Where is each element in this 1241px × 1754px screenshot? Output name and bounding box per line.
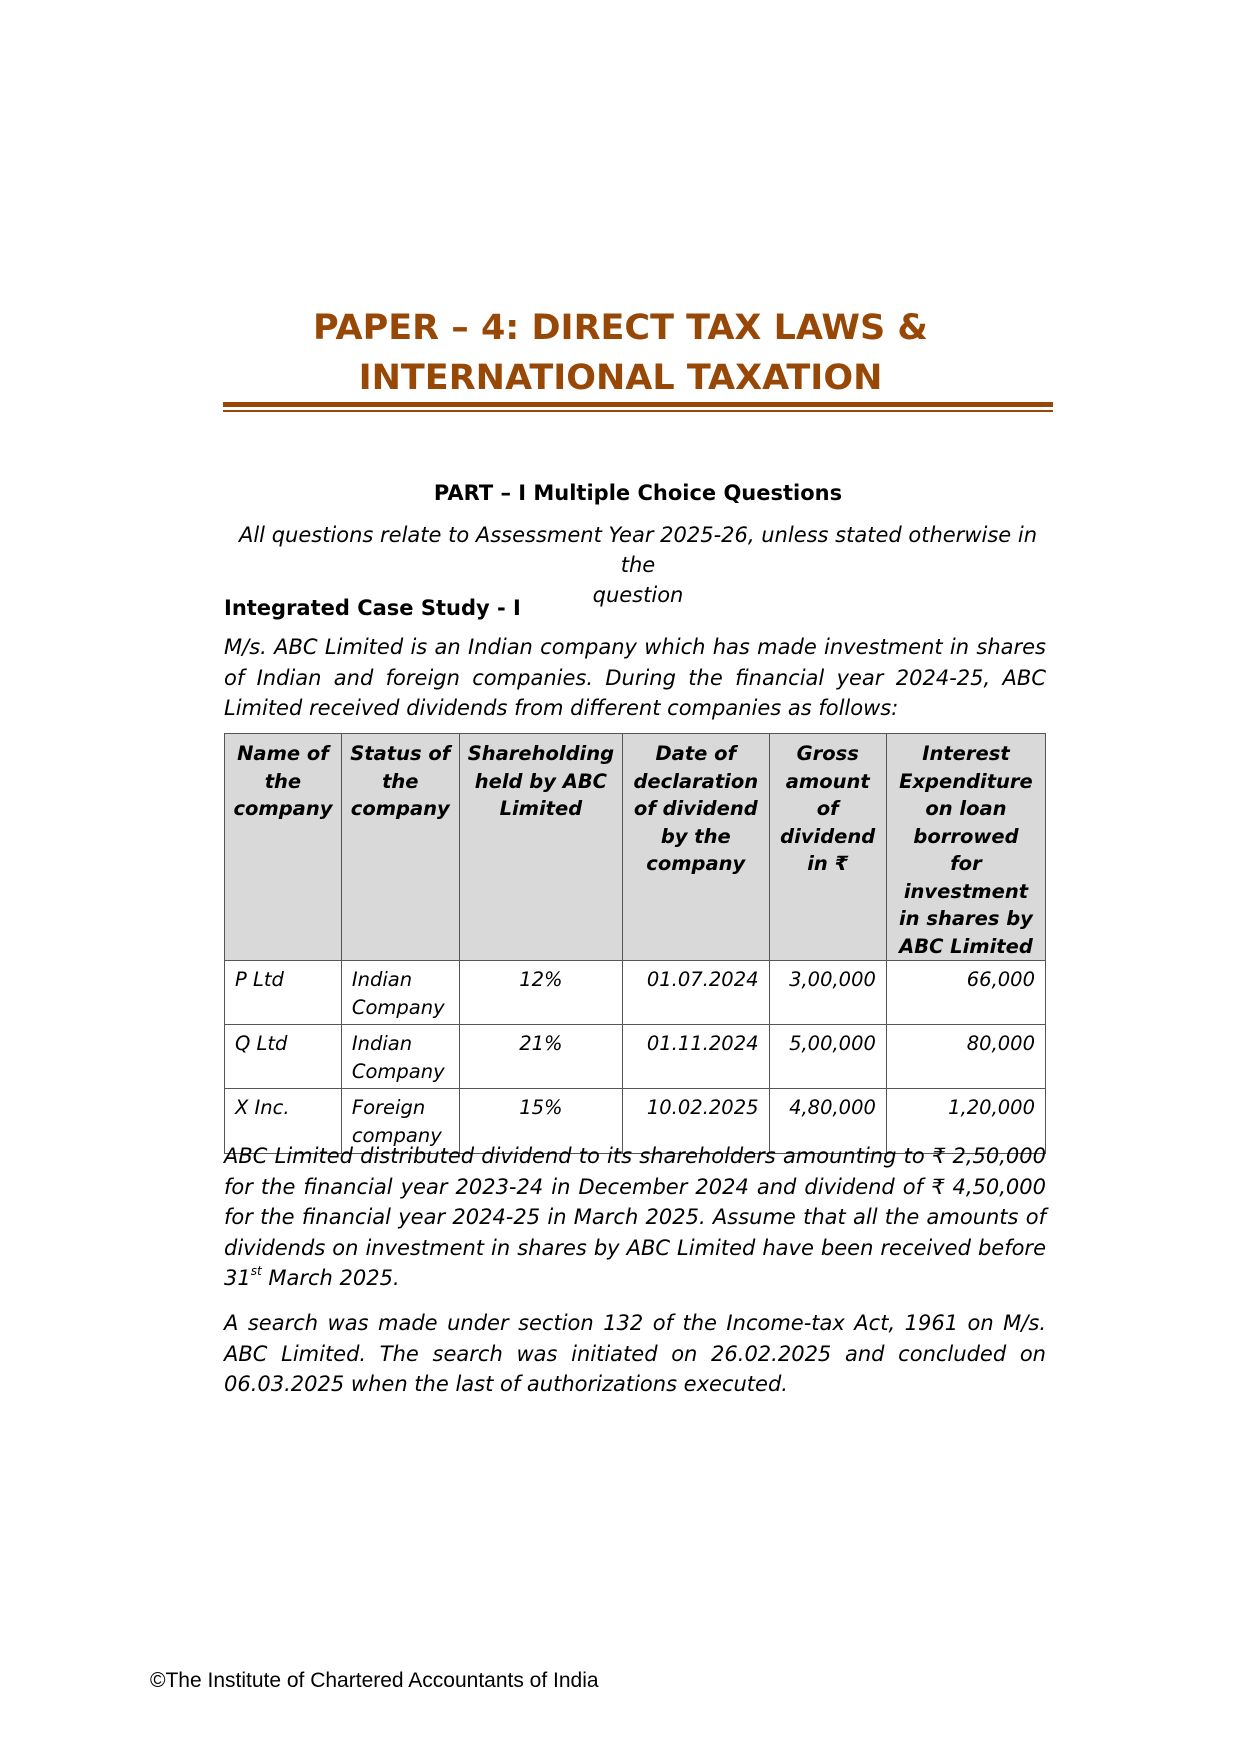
- table-row: [225, 961, 1046, 1025]
- footer-copyright: ©The Institute of Chartered Accountants of India: [150, 1669, 599, 1692]
- distribution-paragraph: [224, 1141, 1046, 1294]
- cell-status: Indian Company: [341, 961, 459, 1025]
- table-header-row: [225, 734, 1046, 961]
- cell-interest: 80,000: [886, 1025, 1045, 1089]
- cell-name: Q Ltd: [225, 1025, 342, 1089]
- cell-name: X Inc.: [225, 1089, 342, 1154]
- cell-date: 10.02.2025: [623, 1089, 769, 1154]
- title-rule-thin: [223, 410, 1053, 412]
- cell-interest: 1,20,000: [886, 1089, 1045, 1154]
- header-date: Date of declaration of dividend by the company: [623, 734, 769, 961]
- cell-interest: 66,000: [886, 961, 1045, 1025]
- dividend-table: [224, 733, 1046, 1154]
- cell-status: Foreign company: [341, 1089, 459, 1154]
- note-line2: question: [592, 583, 684, 607]
- title-rule-thick: [223, 402, 1053, 407]
- cell-date: 01.11.2024: [623, 1025, 769, 1089]
- paper-title-line2: INTERNATIONAL TAXATION: [358, 358, 883, 398]
- distribution-text: ABC Limited distributed dividend to its shareholders amounting to ₹ 2,50,000 for the financial year 2023-24 in December 2024 and dividend of ₹ 4,50,000 for the financial year 2024-25 in March 2025. Assume that all the amounts of dividends on investment in shares by ABC Limited have been received before 31: [224, 1144, 1046, 1290]
- cell-shareholding: 21%: [459, 1025, 622, 1089]
- header-name: Name of the company: [225, 734, 342, 961]
- cell-gross: 4,80,000: [769, 1089, 886, 1154]
- intro-paragraph: M/s. ABC Limited is an Indian company which has made investment in shares of Indian and foreign companies. During the financial year 2024-25, ABC Limited received dividends from different companies as follows:: [224, 635, 1046, 720]
- header-interest: Interest Expenditure on loan borrowed for investment in shares by ABC Limited: [886, 734, 1045, 961]
- cell-status: Indian Company: [341, 1025, 459, 1089]
- header-gross-amount: Gross amount of dividend in ₹: [769, 734, 886, 961]
- header-shareholding: Shareholding held by ABC Limited: [459, 734, 622, 961]
- table-row: [225, 1025, 1046, 1089]
- cell-gross: 3,00,000: [769, 961, 886, 1025]
- cell-shareholding: 12%: [459, 961, 622, 1025]
- case-study-heading: Integrated Case Study - I: [224, 596, 521, 620]
- distribution-text-tail: March 2025.: [261, 1266, 400, 1290]
- cell-date: 01.07.2024: [623, 961, 769, 1025]
- paper-title-line1: PAPER – 4: DIRECT TAX LAWS &: [313, 308, 928, 348]
- cell-gross: 5,00,000: [769, 1025, 886, 1089]
- search-paragraph: A search was made under section 132 of the Income-tax Act, 1961 on M/s. ABC Limited. The search was initiated on 26.02.2025 and concluded on 06.03.2025 when the last of authorizations executed.: [224, 1311, 1046, 1396]
- note-line1: All questions relate to Assessment Year 2025-26, unless stated otherwise in the: [238, 523, 1038, 577]
- cell-shareholding: 15%: [459, 1089, 622, 1154]
- part-heading: PART – I Multiple Choice Questions: [433, 481, 843, 505]
- header-status: Status of the company: [341, 734, 459, 961]
- ordinal-superscript: st: [250, 1264, 262, 1278]
- paper-title: [0, 303, 1241, 403]
- cell-name: P Ltd: [225, 961, 342, 1025]
